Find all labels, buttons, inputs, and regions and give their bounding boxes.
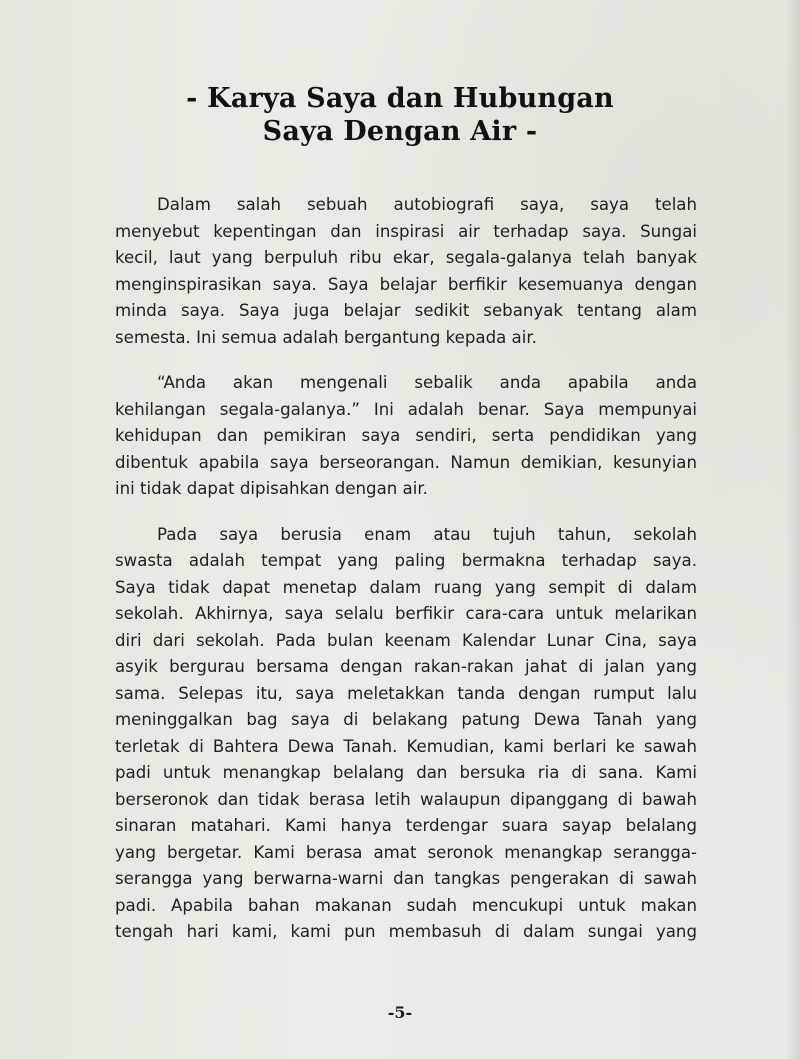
text-line: Pada saya berusia enam atau tujuh tahun, sekolah	[157, 524, 697, 544]
text-line: ini tidak dapat dipisahkan dengan air.	[115, 479, 428, 498]
paragraph	[115, 192, 697, 351]
text-line: berseronok dan tidak berasa letih walaupun dipanggang di bawah	[115, 789, 697, 809]
text-line: kehilangan segala-galanya.” Ini adalah benar. Saya mempunyai	[115, 399, 697, 419]
text-line: menginspirasikan saya. Saya belajar berfikir kesemuanya dengan	[115, 274, 697, 294]
text-line: padi untuk menangkap belalang dan bersuka ria di sana. Kami	[115, 763, 697, 782]
text-line: diri dari sekolah. Pada bulan keenam Kalendar Lunar Cina, saya	[115, 630, 697, 650]
text-line: kecil, laut yang berpuluh ribu ekar, segala-galanya telah banyak	[115, 248, 697, 267]
paragraph	[115, 370, 697, 503]
text-line: minda saya. Saya juga belajar sedikit sebanyak tentang alam	[115, 301, 697, 320]
text-line: meninggalkan bag saya di belakang patung Dewa Tanah yang	[115, 710, 697, 729]
text-line: “Anda akan mengenali sebalik anda apabila anda	[157, 373, 697, 392]
body-text	[115, 192, 697, 965]
text-line: sekolah. Akhirnya, saya selalu berfikir cara-cara untuk melarikan	[115, 604, 697, 623]
text-line: terletak di Bahtera Dewa Tanah. Kemudian, kami berlari ke sawah	[115, 736, 697, 756]
text-line: semesta. Ini semua adalah bergantung kepada air.	[115, 327, 537, 347]
text-line: serangga yang berwarna-warni dan tangkas pengerakan di sawah	[115, 869, 697, 888]
chapter-title-line-2: Saya Dengan Air -	[262, 116, 538, 147]
text-line: yang bergetar. Kami berasa amat seronok menangkap serangga-	[115, 842, 697, 862]
text-line: menyebut kepentingan dan inspirasi air terhadap saya. Sungai	[115, 221, 697, 241]
text-line: swasta adalah tempat yang paling bermakna terhadap saya.	[115, 551, 697, 570]
chapter-title	[0, 82, 800, 148]
text-line: sinaran matahari. Kami hanya terdengar suara sayap belalang	[115, 816, 697, 835]
text-line: Dalam salah sebuah autobiografi saya, saya telah	[157, 195, 697, 214]
text-line: asyik bergurau bersama dengan rakan-rakan jahat di jalan yang	[115, 657, 697, 676]
text-line: sama. Selepas itu, saya meletakkan tanda dengan rumput lalu	[115, 683, 697, 703]
page-edge-shadow	[786, 0, 800, 1059]
text-line: padi. Apabila bahan makanan sudah mencukupi untuk makan	[115, 895, 697, 915]
page-number: -5-	[387, 1003, 413, 1022]
paragraph	[115, 522, 697, 946]
text-line: kehidupan dan pemikiran saya sendiri, serta pendidikan yang	[115, 426, 697, 445]
text-line: tengah hari kami, kami pun membasuh di dalam sungai yang	[115, 922, 697, 941]
text-line: dibentuk apabila saya berseorangan. Namun demikian, kesunyian	[115, 452, 697, 472]
chapter-title-line-1: - Karya Saya dan Hubungan	[186, 83, 614, 114]
text-line: Saya tidak dapat menetap dalam ruang yang sempit di dalam	[115, 577, 697, 597]
